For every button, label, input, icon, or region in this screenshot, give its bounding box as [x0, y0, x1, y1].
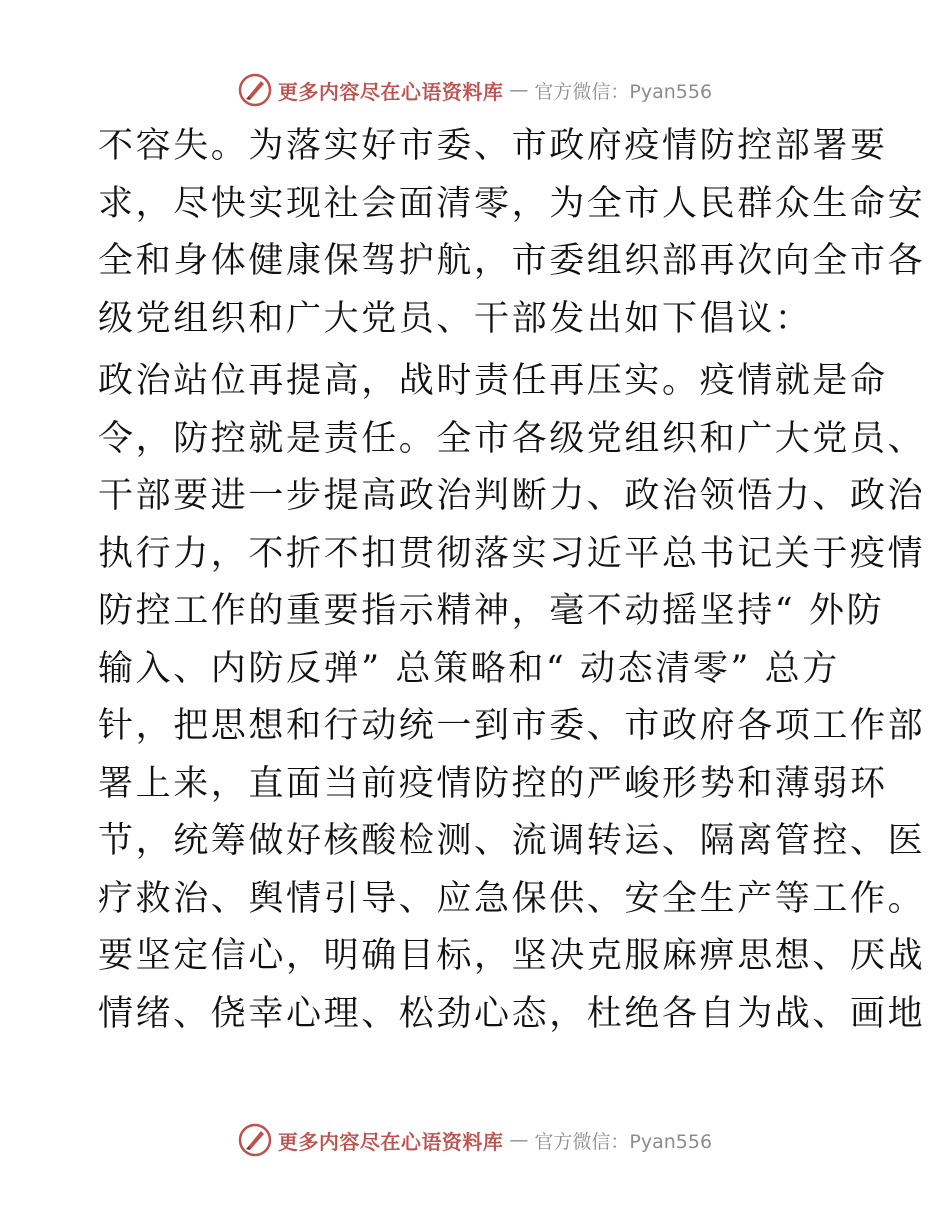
text-line: 求，尽快实现社会面清零，为全市人民群众生命安 [98, 183, 926, 224]
text-line: 署上来，直面当前疫情防控的严峻形势和薄弱环 [98, 763, 888, 804]
text-line: 情绪、侥幸心理、松劲心态，杜绝各自为战、画地 [98, 993, 926, 1034]
text-line: 执行力，不折不扣贯彻落实习近平总书记关于疫情 [98, 533, 926, 574]
text-line: 疗救治、舆情引导、应急保供、安全生产等工作。 [98, 878, 926, 919]
watermark-site-text: 更多内容尽在心语资料库 [277, 79, 504, 104]
text-line: 不容失。为落实好市委、市政府疫情防控部署要 [98, 126, 888, 166]
quill-pen-logo-icon [238, 73, 272, 107]
paragraph-intro [98, 118, 926, 348]
watermark-wechat-text: 官方微信：Pyan556 [534, 80, 713, 103]
text-line: 防控工作的重要指示精神，毫不动摇坚持“ 外防 [98, 591, 885, 631]
document-body [98, 118, 926, 1048]
watermark-separator: — [509, 79, 529, 101]
text-line: 政治站位再提高，战时责任再压实。疫情就是命 [98, 361, 888, 401]
paragraph-political-stance [98, 353, 926, 1043]
text-line: 针，把思想和行动统一到市委、市政府各项工作部 [98, 706, 926, 746]
text-line: 令，防控就是责任。全市各级党组织和广大党员、 [98, 418, 926, 459]
footer-watermark [0, 1120, 950, 1160]
text-line: 节，统筹做好核酸检测、流调转运、隔离管控、医 [98, 821, 926, 861]
header-watermark [0, 70, 950, 110]
watermark-site-text: 更多内容尽在心语资料库 [277, 1129, 504, 1154]
text-line: 输入、内防反弹” 总策略和“ 动态清零” 总方 [98, 648, 840, 689]
text-line: 要坚定信心，明确目标，坚决克服麻痹思想、厌战 [98, 936, 926, 976]
text-line: 干部要进一步提高政治判断力、政治领悟力、政治 [98, 476, 926, 516]
quill-pen-logo-icon [238, 1123, 272, 1157]
watermark-wechat-text: 官方微信：Pyan556 [534, 1130, 713, 1153]
watermark-separator: — [509, 1129, 529, 1151]
text-line: 级党组织和广大党员、干部发出如下倡议： [98, 298, 813, 339]
text-line: 全和身体健康保驾护航，市委组织部再次向全市各 [98, 241, 926, 281]
